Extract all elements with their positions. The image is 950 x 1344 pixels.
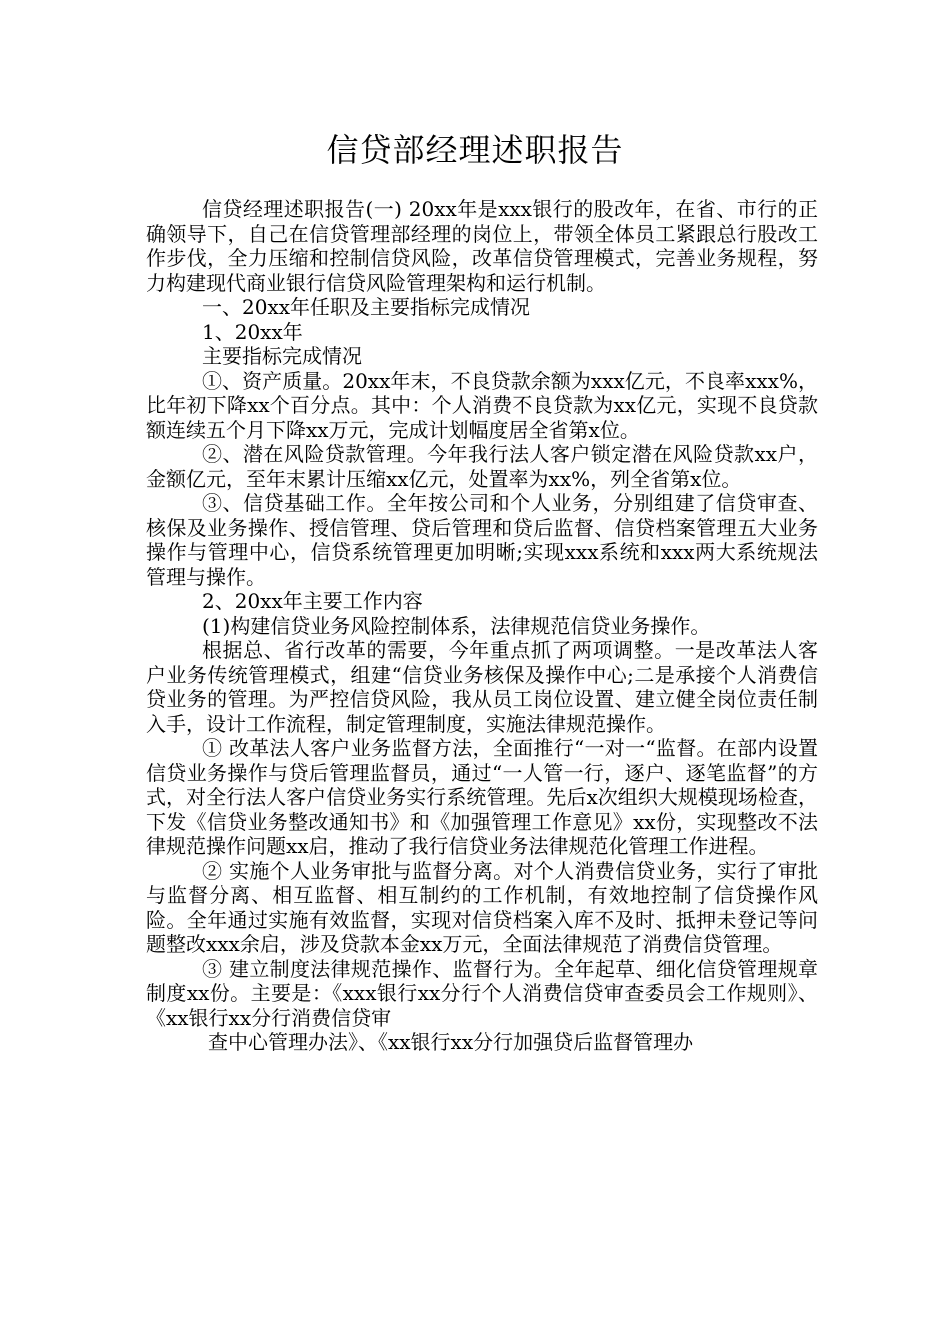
- paragraph-potential-risk: ②、潜在风险贷款管理。今年我行法人客户锁定潜在风险贷款xx户，金额亿元，至年末累计压缩xx亿元，处置率为xx%，列全省第x位。: [146, 442, 818, 491]
- paragraph-separation: ② 实施个人业务审批与监督分离。对个人消费信贷业务，实行了审批与监督分离、相互监督、相互制约的工作机制，有效地控制了信贷操作风险。全年通过实施有效监督，实现对信贷档案入库不及时、抵押未登记等问题整改xxx余启，涉及贷款本金xx万元，全面法律规范了消费信贷管理。: [146, 858, 818, 956]
- paragraph-reform: 根据总、省行改革的需要，今年重点抓了两项调整。一是改革法人客户业务传统管理模式，组建“信贷业务核保及操作中心;二是承接个人消费信贷业务的管理。为严控信贷风险，我从员工岗位设置、建立健全岗位责任制入手，设计工作流程，制定管理制度，实施法律规范操作。: [146, 638, 818, 736]
- paragraph-regulations: ③ 建立制度法律规范操作、监督行为。全年起草、细化信贷管理规章制度xx份。主要是：《xxx银行xx分行个人消费信贷审查委员会工作规则》、《xx银行xx分行消费信贷审: [146, 956, 818, 1030]
- subsection-subheading: 主要指标完成情况: [202, 344, 362, 368]
- paragraph-continuation: 查中心管理办法》、《xx银行xx分行加强贷后监督管理办: [208, 1030, 694, 1054]
- section-heading-1: 一、20xx年任职及主要指标完成情况: [202, 295, 531, 319]
- document-body: [146, 197, 818, 1055]
- paragraph-intro: 信贷经理述职报告(一) 20xx年是xxx银行的股改年，在省、市行的正确领导下，自己在信贷管理部经理的岗位上，带领全体员工紧跟总行股改工作步伐，全力压缩和控制信贷风险，改革信贷管理模式，完善业务规程，努力构建现代商业银行信贷风险管理架构和运行机制。: [146, 197, 818, 295]
- document-title: 信贷部经理述职报告: [326, 131, 624, 169]
- item-heading-1: (1)构建信贷业务风险控制体系，法律规范信贷业务操作。: [202, 613, 711, 638]
- paragraph-supervision: ① 改革法人客户业务监督方法，全面推行“一对一“监督。在部内设置信贷业务操作与贷后管理监督员，通过“一人管一行，逐户、逐笔监督”的方式，对全行法人客户信贷业务实行系统管理。先后x次组织大规模现场检查，下发《信贷业务整改通知书》和《加强管理工作意见》xx份，实现整改不法律规范操作问题xx启，推动了我行信贷业务法律规范化管理工作进程。: [146, 736, 818, 858]
- paragraph-credit-basics: ③、信贷基础工作。全年按公司和个人业务，分别组建了信贷审查、核保及业务操作、授信管理、贷后管理和贷后监督、信贷档案管理五大业务操作与管理中心，信贷系统管理更加明晰;实现xxx系统和xxx两大系统规法管理与操作。: [146, 491, 818, 589]
- subsection-heading-1: 1、20xx年: [202, 319, 303, 344]
- subsection-heading-2: 2、20xx年主要工作内容: [202, 589, 423, 613]
- paragraph-asset-quality: ①、资产质量。20xx年末，不良贷款余额为xxx亿元，不良率xxx%，比年初下降xx个百分点。其中：个人消费不良贷款为xx亿元，实现不良贷款额连续五个月下降xx万元，完成计划幅度居全省第x位。: [146, 368, 818, 442]
